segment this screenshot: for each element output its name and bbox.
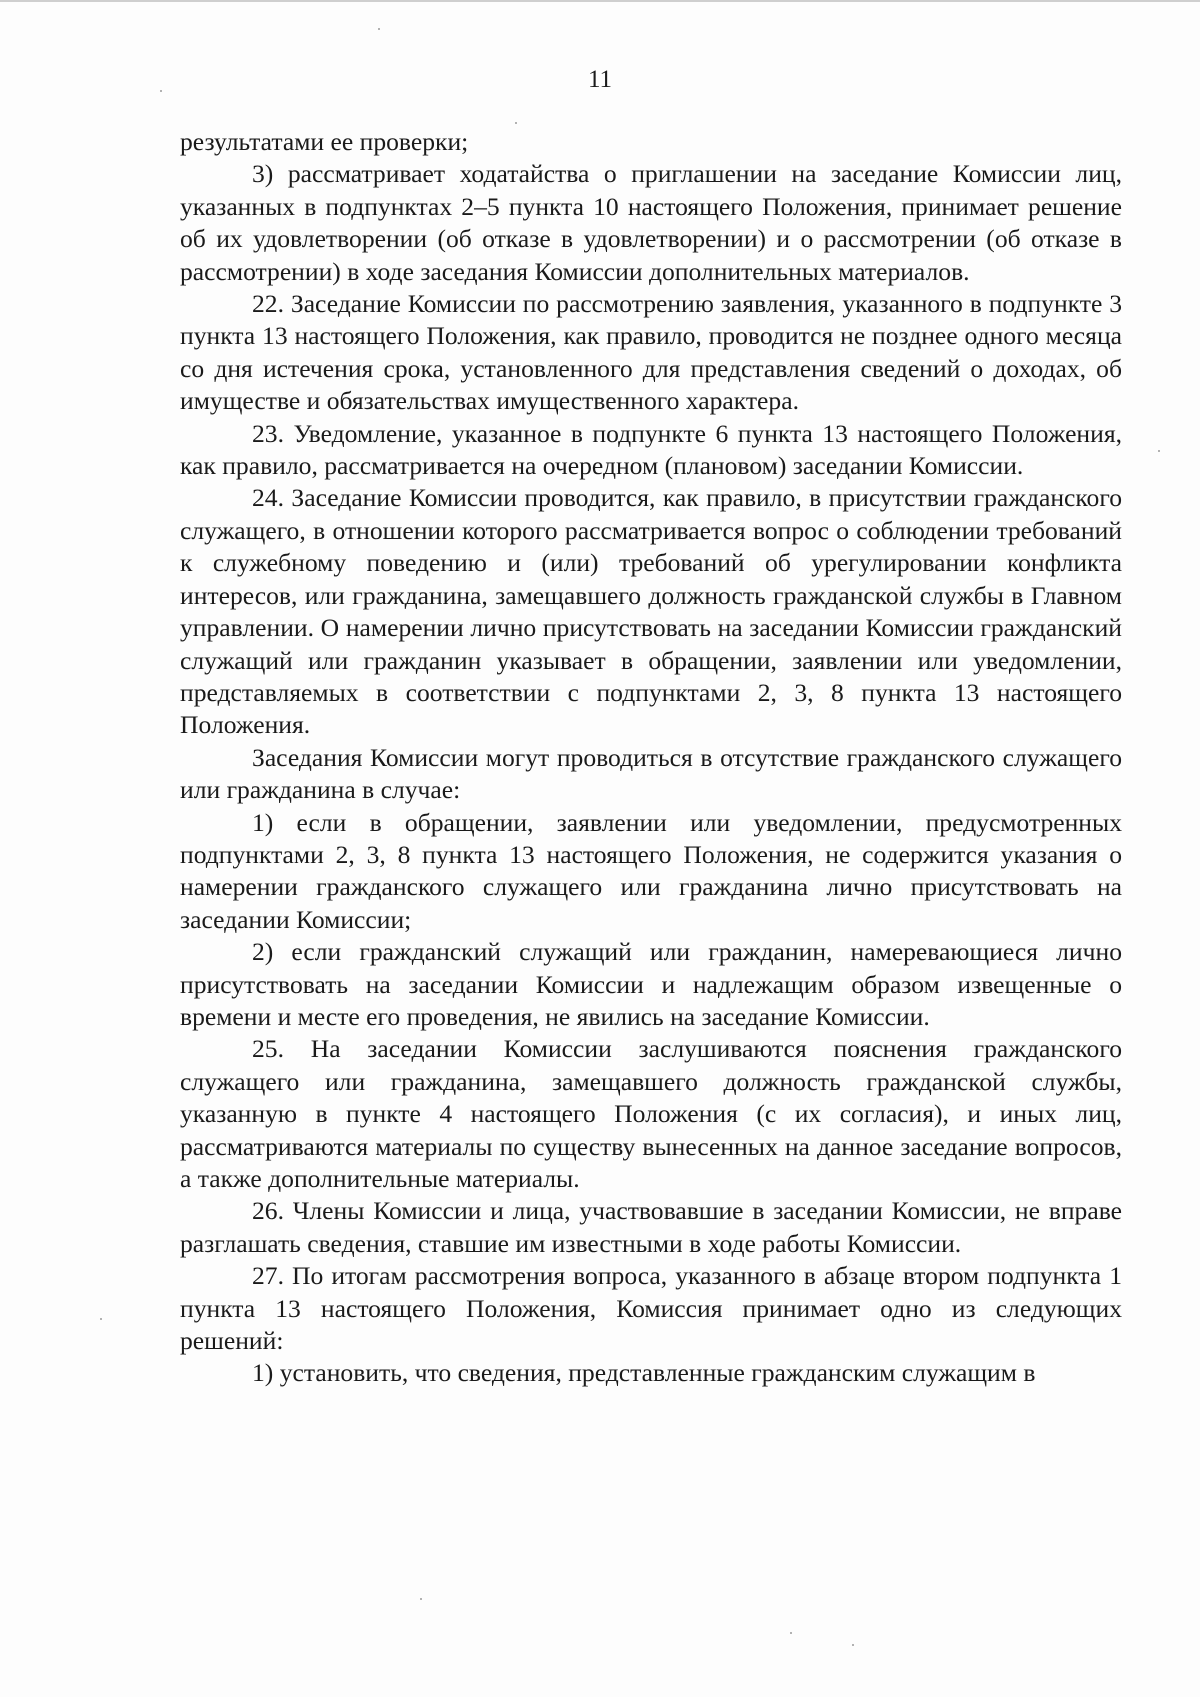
paragraph-23: 23. Уведомление, указанное в подпункте 6 пункта 13 настоящего Положения, как правило, рассматривается на очередном (плановом) заседании Комиссии. xyxy=(180,418,1122,481)
page-number: 11 xyxy=(587,66,613,93)
scan-speck xyxy=(420,1598,422,1600)
document-body xyxy=(180,126,1122,1390)
paragraph-absence-case-1: 1) если в обращении, заявлении или уведомлении, предусмотренных подпунктами 2, 3, 8 пункта 13 настоящего Положения, не содержится указания о намерении гражданского служащего или гражданина лично присутствовать на заседании Комиссии; xyxy=(180,807,1122,934)
scan-speck xyxy=(790,1632,792,1634)
scan-speck xyxy=(515,122,517,124)
scan-speck xyxy=(378,28,380,30)
scan-speck xyxy=(160,90,162,92)
paragraph-26: 26. Члены Комиссии и лица, участвовавшие в заседании Комиссии, не вправе разглашать сведения, ставшие им известными в ходе работы Комиссии. xyxy=(180,1196,1122,1258)
paragraph-24: 24. Заседание Комиссии проводится, как правило, в присутствии гражданского служащего, в отношении которого рассматривается вопрос о соблюдении требований к служебному поведению и (или) требований об урегулировании конфликта интересов, или гражданина, замещавшего должность гражданской службы в Главном управлении. О намерении лично присутствовать на заседании Комиссии гражданский служащий или гражданин указывает в обращении, заявлении или уведомлении, представляемых в соответствии с подпунктами 2, 3, 8 пункта 13 настоящего Положения. xyxy=(180,483,1122,740)
paragraph-25: 25. На заседании Комиссии заслушиваются пояснения гражданского служащего или гражданина, замещавшего должность гражданской службы, указанную в пункте 4 настоящего Положения (с их согласия), и иных лиц, рассматриваются материалы по существу вынесенных на данное заседание вопросов, а также дополнительные материалы. xyxy=(180,1034,1122,1193)
scan-speck xyxy=(100,1318,102,1320)
paragraph-continuation: результатами ее проверки; xyxy=(180,127,469,156)
paragraph-absence-case-2: 2) если гражданский служащий или гражданин, намеревающиеся лично присутствовать на заседании Комиссии и надлежащим образом извещенные о времени и месте его проведения, не явились на заседание Комиссии. xyxy=(180,937,1122,1031)
paragraph-27: 27. По итогам рассмотрения вопроса, указанного в абзаце втором подпункта 1 пункта 13 настоящего Положения, Комиссия принимает одно из следующих решений: xyxy=(180,1261,1122,1356)
paragraph-22: 22. Заседание Комиссии по рассмотрению заявления, указанного в подпункте 3 пункта 13 настоящего Положения, как правило, проводится не позднее одного месяца со дня истечения срока, установленного для представления сведений о доходах, об имуществе и обязательствах имущественного характера. xyxy=(180,289,1122,416)
paragraph-absence-cases: Заседания Комиссии могут проводиться в отсутствие гражданского служащего или гражданина в случае: xyxy=(180,742,1122,805)
paragraph-27-item-1: 1) установить, что сведения, представленные гражданским служащим в xyxy=(252,1358,1036,1388)
scan-speck xyxy=(852,1644,854,1646)
scan-speck xyxy=(1158,450,1160,452)
paragraph-subitem-3: 3) рассматривает ходатайства о приглашении на заседание Комиссии лиц, указанных в подпунктах 2–5 пункта 10 настоящего Положения, принимает решение об их удовлетворении (об отказе в удовлетворении) и о рассмотрении (об отказе в рассмотрении) в ходе заседания Комиссии дополнительных материалов. xyxy=(180,159,1122,286)
